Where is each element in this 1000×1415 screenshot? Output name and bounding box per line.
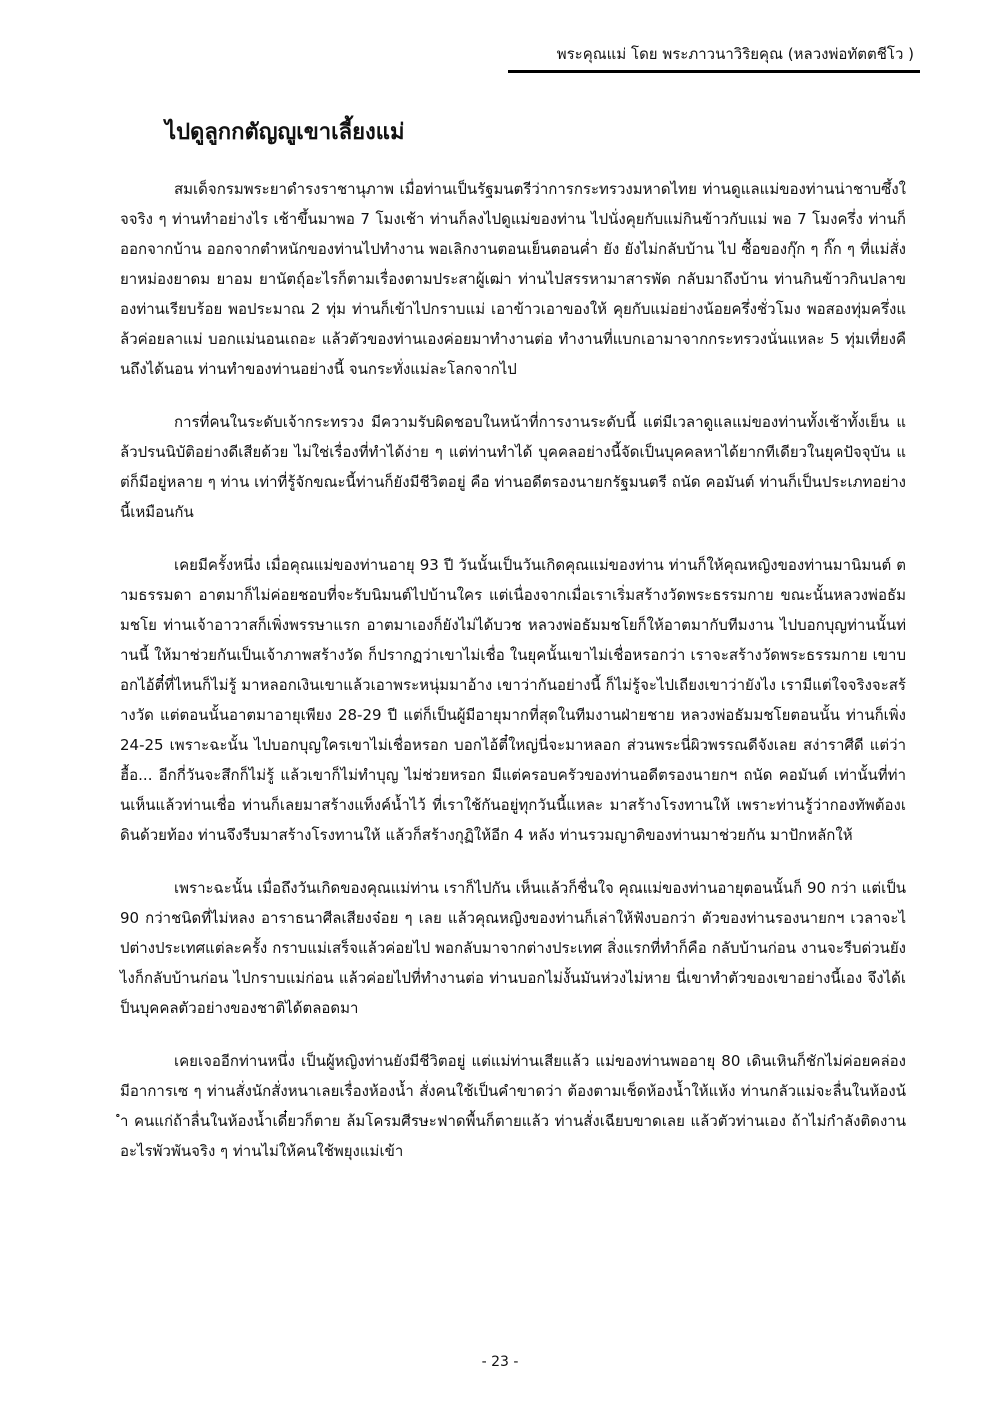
paragraph: การที่คนในระดับเจ้ากระทรวง มีความรับผิดชอบในหน้าที่การงานระดับนี้ แต่มีเวลาดูแลแม่ของท่านทั้งเช้าทั้งเย็น แล้วปรนนิบัติอย่างดีเสียด้วย ไม่ใช่เรื่องที่ทำได้ง่าย ๆ แต่ท่านทำได้ บุคคลอย่างนี้จัดเป็นบุคคลหาได้ยากทีเดียวในยุคปัจจุบัน แต่ก็มีอยู่หลาย ๆ ท่าน เท่าที่รู้จักขณะนี้ท่านก็ยังมีชีวิตอยู่ คือ ท่านอดีตรองนายกรัฐมนตรี ถนัด คอมันต์ ท่านก็เป็นประเภทอย่างนี้เหมือนกัน	[120, 413, 906, 521]
page-number: - 23 -	[481, 1354, 519, 1370]
paragraph: เพราะฉะนั้น เมื่อถึงวันเกิดของคุณแม่ท่าน เราก็ไปกัน เห็นแล้วก็ชื่นใจ คุณแม่ของท่านอายุตอนนั้นก็ 90 กว่า แต่เป็น 90 กว่าชนิดที่ไม่หลง อาราธนาศีลเสียงจ๋อย ๆ เลย แล้วคุณหญิงของท่านก็เล่าให้ฟังบอกว่า ตัวของท่านรองนายกฯ เวลาจะไปต่างประเทศแต่ละครั้ง กราบแม่เสร็จแล้วค่อยไป พอกลับมาจากต่างประเทศ สิ่งแรกที่ทำก็คือ กลับบ้านก่อน งานจะรีบด่วนยังไงก็กลับบ้านก่อน ไปกราบแม่ก่อน แล้วค่อยไปที่ทำงานต่อ ท่านบอกไม่งั้นมันห่วงไม่หาย นี่เขาทำตัวของเขาอย่างนี้เอง จึงได้เป็นบุคคลตัวอย่างของชาติได้ตลอดมา	[120, 879, 906, 1017]
paragraph: เคยเจออีกท่านหนึ่ง เป็นผู้หญิงท่านยังมีชีวิตอยู่ แต่แม่ท่านเสียแล้ว แม่ของท่านพออายุ 80 เดินเหินก็ชักไม่ค่อยคล่อง มีอาการเซ ๆ ท่านสั่งนักสั่งหนาเลยเรื่องห้องน้ำ สั่งคนใช้เป็นคำขาดว่า ต้องตามเช็ดห้องน้ำให้แห้ง ท่านกลัวแม่จะลื่นในห้องน้ำ คนแก่ถ้าลื่นในห้องน้ำเดี๋ยวก็ตาย ล้มโครมศีรษะฟาดพื้นก็ตายแล้ว ท่านสั่งเฉียบขาดเลย แล้วตัวท่านเอง ถ้าไม่กำลังติดงานอะไรพัวพันจริง ๆ ท่านไม่ให้คนใช้พยุงแม่เข้า	[120, 1052, 906, 1160]
section-title: ไปดูลูกกตัญญูเขาเลี้ยงแม่	[165, 120, 405, 145]
paragraph: เคยมีครั้งหนึ่ง เมื่อคุณแม่ของท่านอายุ 93 ปี วันนั้นเป็นวันเกิดคุณแม่ของท่าน ท่านก็ให้คุณหญิงของท่านมานิมนต์ ตามธรรมดา อาตมาก็ไม่ค่อยชอบที่จะรับนิมนต์ไปบ้านใคร แต่เนื่องจากเมื่อเราเริ่มสร้างวัดพระธรรมกาย ขณะนั้นหลวงพ่อธัมมชโย ท่านเจ้าอาวาสก็เพิ่งพรรษาแรก อาตมาเองก็ยังไม่ได้บวช หลวงพ่อธัมมชโยก็ให้อาตมากับทีมงาน ไปบอกบุญท่านนั้นท่านนี้ ให้มาช่วยกันเป็นเจ้าภาพสร้างวัด ก็ปรากฏว่าเขาไม่เชื่อ ในยุคนั้นเขาไม่เชื่อหรอกว่า เราจะสร้างวัดพระธรรมกาย เขาบอกไอ้ตี๋ที่ไหนก็ไม่รู้ มาหลอกเงินเขาแล้วเอาพระหนุ่มมาอ้าง เขาว่ากันอย่างนี้ ก็ไม่รู้จะไปเถียงเขาว่ายังไง เรามีแต่ใจจริงจะสร้างวัด แต่ตอนนั้นอาตมาอายุเพียง 28-29 ปี แต่ก็เป็นผู้มีอายุมากที่สุดในทีมงานฝ่ายชาย หลวงพ่อธัมมชโยตอนนั้น ท่านก็เพิ่ง 24-25 เพราะฉะนั้น ไปบอกบุญใครเขาไม่เชื่อหรอก บอกไอ้ตี๋ใหญ่นี่จะมาหลอก ส่วนพระนี่ผิวพรรณดีจังเลย สง่าราศีดี แต่ว่า ฮื้อ... อีกกี่วันจะสึกก็ไม่รู้ แล้วเขาก็ไม่ทำบุญ ไม่ช่วยหรอก มีแต่ครอบครัวของท่านอดีตรองนายกฯ ถนัด คอมันต์ เท่านั้นที่ท่านเห็นแล้วท่านเชื่อ ท่านก็เลยมาสร้างแท็งค์น้ำไว้ ที่เราใช้กันอยู่ทุกวันนี้แหละ มาสร้างโรงทานให้ เพราะท่านรู้ว่ากองทัพต้องเดินด้วยท้อง ท่านจึงรีบมาสร้างโรงทานให้ แล้วก็สร้างกุฏิให้อีก 4 หลัง ท่านรวมญาติของท่านมาช่วยกัน มาปักหลักให้	[120, 556, 906, 844]
paragraph: สมเด็จกรมพระยาดำรงราชานุภาพ เมื่อท่านเป็นรัฐมนตรีว่าการกระทรวงมหาดไทย ท่านดูแลแม่ของท่านน่าชาบซึ้งใจจริง ๆ ท่านทำอย่างไร เช้าขึ้นมาพอ 7 โมงเช้า ท่านก็ลงไปดูแม่ของท่าน ไปนั่งคุยกับแม่กินข้าวกับแม่ พอ 7 โมงครึ่ง ท่านก็ออกจากบ้าน ออกจากตำหนักของท่านไปทำงาน พอเลิกงานตอนเย็นตอนค่ำ ยัง ยังไม่กลับบ้าน ไป ซื้อของกุ๊ก ๆ กิ๊ก ๆ ที่แม่สั่ง ยาหม่องยาดม ยาอม ยานัตถุ์อะไรก็ตามเรื่องตามประสาผู้เฒ่า ท่านไปสรรหามาสารพัด กลับมาถึงบ้าน ท่านกินข้าวกินปลาของท่านเรียบร้อย พอประมาณ 2 ทุ่ม ท่านก็เข้าไปกราบแม่ เอาข้าวเอาของให้ คุยกับแม่อย่างน้อยครึ่งชั่วโมง พอสองทุ่มครึ่งแล้วค่อยลาแม่ บอกแม่นอนเถอะ แล้วตัวของท่านเองค่อยมาทำงานต่อ ทำงานที่แบกเอามาจากกระทรวงนั่นแหละ 5 ทุ่มเที่ยงคืนถึงได้นอน ท่านทำของท่านอย่างนี้ จนกระทั่งแม่ละโลกจากไป	[120, 180, 906, 378]
header-rule	[508, 70, 920, 73]
running-header: พระคุณแม่ โดย พระภาวนาวิริยคุณ (หลวงพ่อทัตตชีโว )	[556, 45, 914, 63]
body-text	[120, 174, 906, 1189]
